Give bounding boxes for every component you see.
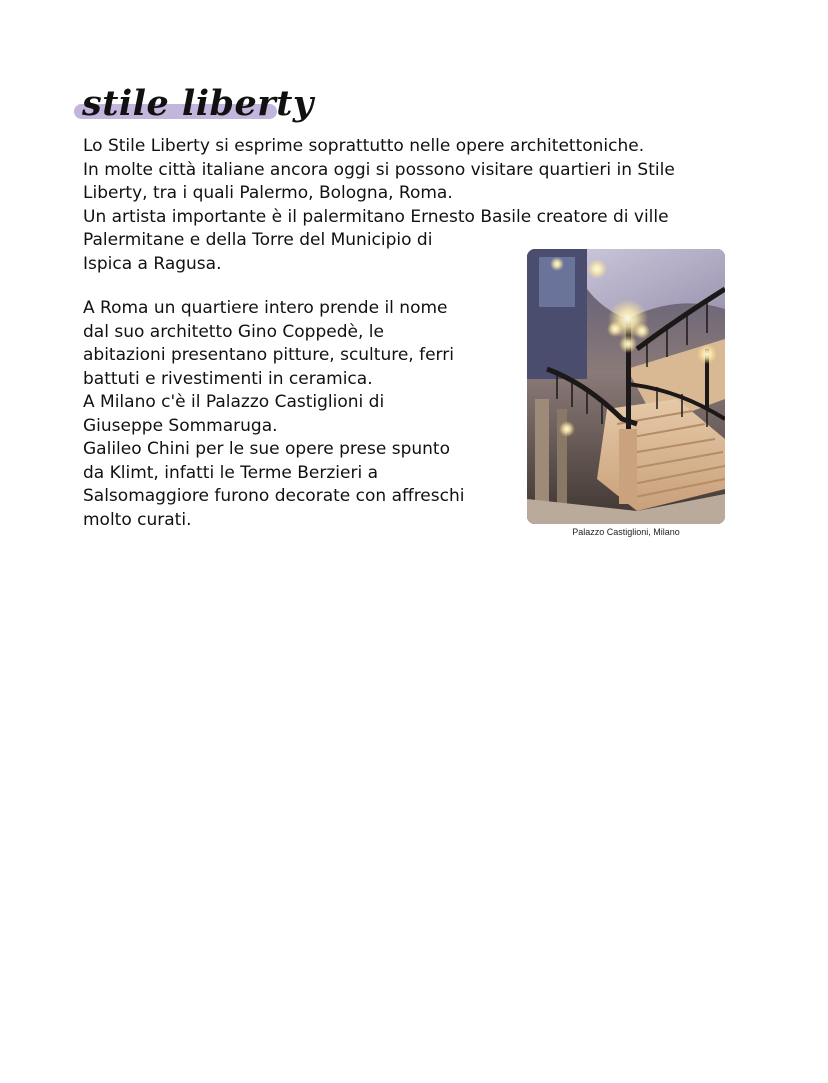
text-line: abitazioni presentano pitture, sculture, ferri [83,345,454,365]
text-line: Lo Stile Liberty si esprime soprattutto nelle opere architettoniche. [83,136,645,156]
page-title: stile liberty [82,83,314,124]
photo-caption: Palazzo Castiglioni, Milano [572,527,680,537]
text-line: battuti e rivestimenti in ceramica. [83,368,373,389]
text-line: Galileo Chini per le sue opere prese spunto [83,439,450,459]
text-line: Ispica a Ragusa. [83,253,222,274]
text-line: Liberty, tra i quali Palermo, Bologna, Roma. [83,183,453,203]
text-line: A Roma un quartiere intero prende il nome [83,298,448,318]
staircase-illustration [527,249,725,524]
text-line: Un artista importante è il palermitano Ernesto Basile creatore di ville [83,206,669,227]
text-line: Giuseppe Sommaruga. [83,415,278,436]
title-block [74,83,314,134]
text-line: A Milano c'è il Palazzo Castiglioni di [83,392,385,412]
text-line: dal suo architetto Gino Coppedè, le [83,321,384,342]
text-line: molto curati. [83,509,192,530]
staircase-photo [527,249,725,524]
text-line: da Klimt, infatti le Terme Berzieri a [83,462,379,483]
text-line: Salsomaggiore furono decorate con affreschi [83,486,465,506]
body-paragraph [83,297,513,532]
text-line: In molte città italiane ancora oggi si possono visitare quartieri in Stile [83,159,675,180]
text-line: Palermitane e della Torre del Municipio di [83,230,433,250]
